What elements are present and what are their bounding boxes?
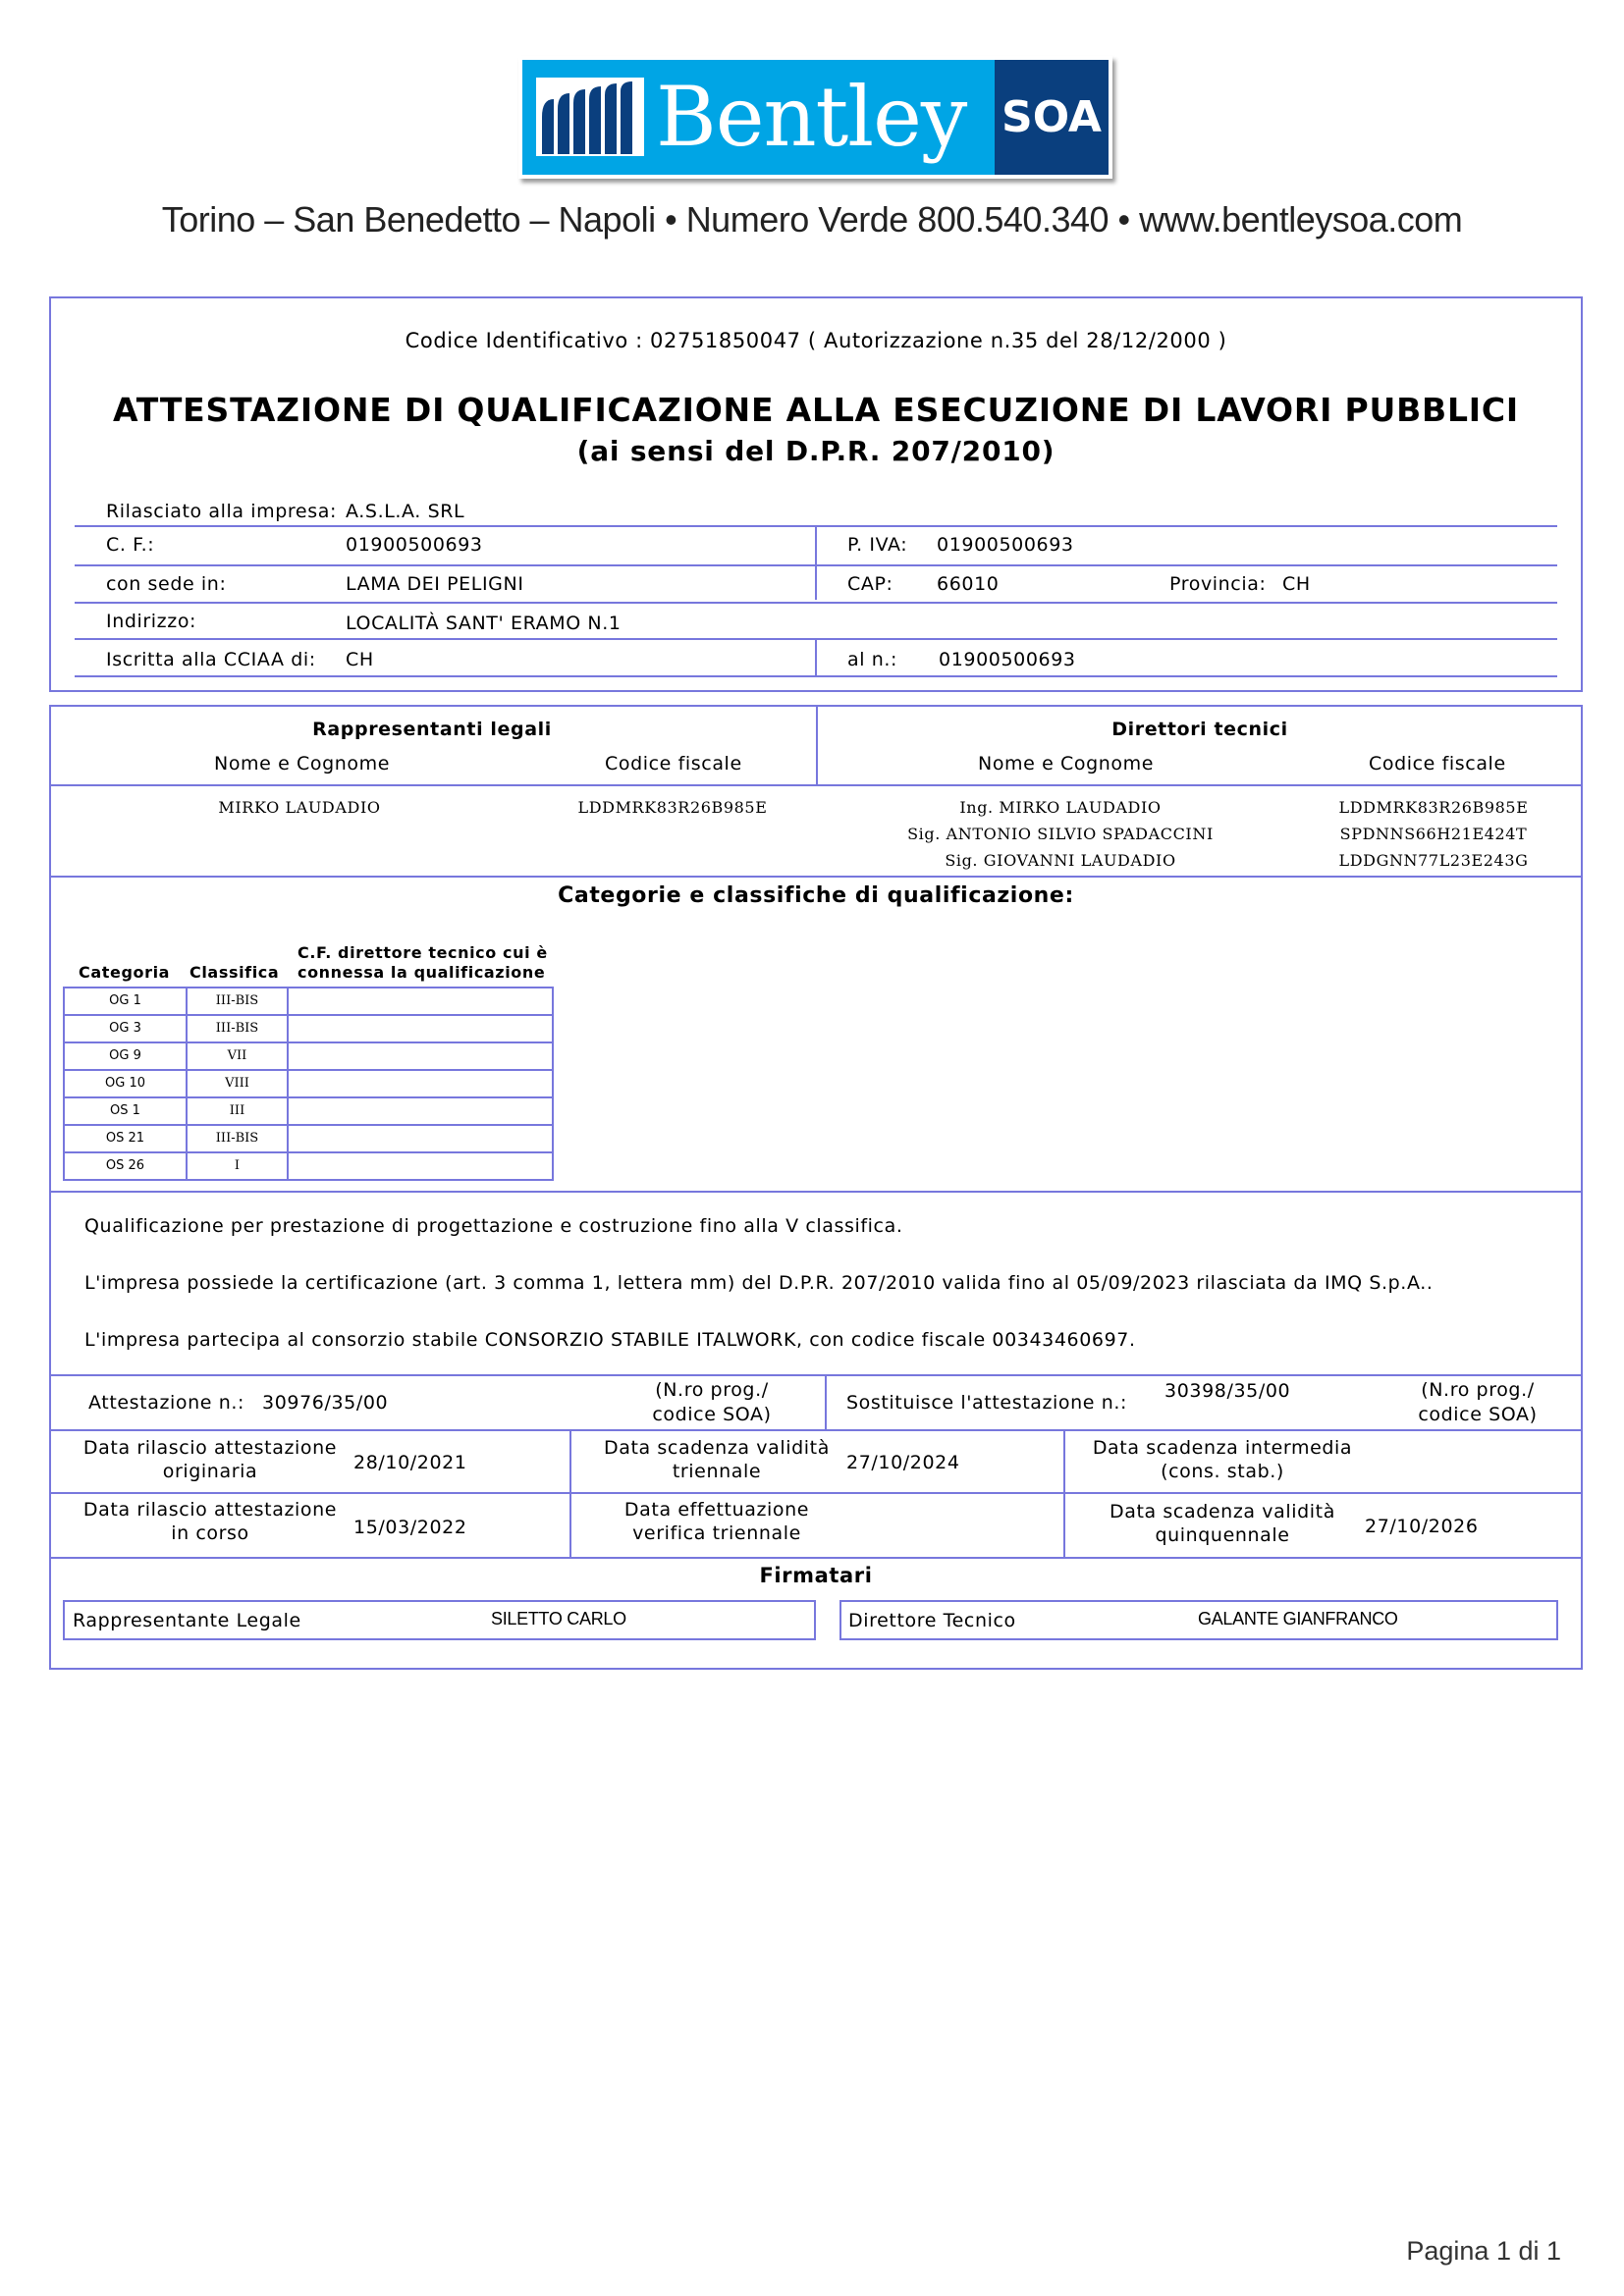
categories-heading: Categorie e classifiche di qualificazione: <box>558 883 1074 908</box>
page-number: Pagina 1 di 1 <box>1406 2236 1561 2266</box>
table-row <box>63 1071 554 1098</box>
provincia-label: Provincia: <box>1169 573 1267 595</box>
note-consortium: L'impresa partecipa al consorzio stabile CONSORZIO STABILE ITALWORK, con codice fiscale 00343460697. <box>84 1329 1136 1351</box>
category-cell: OG 1 <box>109 993 141 1008</box>
table-row <box>63 1126 554 1153</box>
release-orig-date: 28/10/2021 <box>353 1452 467 1473</box>
expiry-triennial-date: 27/10/2024 <box>846 1452 960 1473</box>
expiry-triennial-label: triennale <box>672 1461 762 1482</box>
address-label: Indirizzo: <box>106 611 197 632</box>
page-subtitle: (ai sensi del D.P.R. 207/2010) <box>576 435 1056 467</box>
col-header-cf-line2: connessa la qualificazione <box>298 963 546 982</box>
issued-label: Rilasciato alla impresa: <box>106 501 337 522</box>
logo-wordmark: Bentley <box>656 69 967 165</box>
tech-director-signature-label: Direttore Tecnico <box>848 1610 1016 1631</box>
address-value: LOCALITÀ SANT' ERAMO N.1 <box>346 613 622 634</box>
legal-rep-signature-label: Rappresentante Legale <box>73 1610 301 1631</box>
nprog-note: (N.ro prog./ <box>655 1379 769 1401</box>
note-design: Qualificazione per prestazione di progettazione e costruzione fino alla V classifica. <box>84 1215 903 1237</box>
release-orig-label: Data rilascio attestazione <box>82 1437 338 1459</box>
categories-table <box>63 987 554 1181</box>
release-current-date: 15/03/2022 <box>353 1517 467 1538</box>
class-cell: I <box>186 1153 287 1179</box>
table-row <box>63 1153 554 1181</box>
sede-value: LAMA DEI PELIGNI <box>346 573 524 595</box>
release-current-label: Data rilascio attestazione <box>82 1499 338 1521</box>
expiry-intermediate-label: (cons. stab.) <box>1161 1461 1284 1482</box>
col-header-category: Categoria <box>79 963 171 982</box>
cciaa-number-label: al n.: <box>847 649 898 670</box>
substitutes-label: Sostituisce l'attestazione n.: <box>846 1392 1128 1414</box>
cf-cell <box>287 1016 556 1041</box>
category-cell: OS 1 <box>110 1103 140 1118</box>
nprog-note: codice SOA) <box>652 1404 772 1425</box>
bentley-soa-logo <box>518 56 1112 179</box>
expiry-quinquennial-label: quinquennale <box>1155 1524 1290 1546</box>
expiry-triennial-label: Data scadenza validità <box>604 1437 830 1459</box>
category-cell: OS 21 <box>105 1131 145 1146</box>
cf-cell <box>287 988 556 1014</box>
tech-directors-heading: Direttori tecnici <box>1111 719 1288 740</box>
category-cell: OG 3 <box>109 1021 141 1036</box>
tech-col-name: Nome e Cognome <box>978 753 1155 774</box>
legal-col-cf: Codice fiscale <box>605 753 742 774</box>
col-header-cf-line1: C.F. direttore tecnico cui è <box>298 943 548 962</box>
category-cell: OG 10 <box>105 1076 145 1091</box>
class-cell: VIII <box>186 1071 287 1096</box>
substitutes-number: 30398/35/00 <box>1164 1380 1291 1402</box>
legal-rep-cf: LDDMRK83R26B985E <box>577 798 768 817</box>
tech-col-cf: Codice fiscale <box>1369 753 1506 774</box>
issued-value: A.S.L.A. SRL <box>346 501 465 522</box>
category-cell: OG 9 <box>109 1048 141 1063</box>
nprog-note: codice SOA) <box>1418 1404 1538 1425</box>
col-header-class: Classifica <box>189 963 280 982</box>
class-cell: VII <box>186 1043 287 1069</box>
table-row <box>63 1016 554 1043</box>
release-current-label: in corso <box>171 1522 249 1544</box>
cap-label: CAP: <box>847 573 893 595</box>
tech-director-signature-name: GALANTE GIANFRANCO <box>1198 1609 1398 1629</box>
expiry-quinquennial-label: Data scadenza validità <box>1110 1501 1335 1522</box>
sede-label: con sede in: <box>106 573 227 595</box>
legal-col-name: Nome e Cognome <box>214 753 391 774</box>
class-cell: III-BIS <box>186 1016 287 1041</box>
table-row <box>63 1098 554 1126</box>
note-certification: L'impresa possiede la certificazione (art. 3 comma 1, lettera mm) del D.P.R. 207/2010 valida fino al 05/09/2023 rilasciata da IMQ S.p.A.. <box>84 1272 1434 1294</box>
company-section <box>49 296 1583 692</box>
class-cell: III-BIS <box>186 988 287 1014</box>
expiry-quinquennial-date: 27/10/2026 <box>1365 1516 1479 1537</box>
verify-label: verifica triennale <box>632 1522 801 1544</box>
legal-reps-heading: Rappresentanti legali <box>312 719 552 740</box>
cciaa-label: Iscritta alla CCIAA di: <box>106 649 316 670</box>
attestation-number: 30976/35/00 <box>262 1392 389 1414</box>
signatories-heading: Firmatari <box>759 1564 873 1587</box>
tech-director-cf: SPDNNS66H21E424T <box>1339 825 1528 843</box>
tech-director-cf: LDDGNN77L23E243G <box>1338 851 1529 870</box>
legal-rep-signature-name: SILETTO CARLO <box>491 1609 626 1629</box>
logo-soa-badge: SOA <box>1001 92 1102 142</box>
expiry-intermediate-label: Data scadenza intermedia <box>1092 1437 1353 1459</box>
class-cell: III <box>186 1098 287 1124</box>
cciaa-number-value: 01900500693 <box>939 649 1076 670</box>
tech-director-name: Sig. ANTONIO SILVIO SPADACCINI <box>907 825 1214 843</box>
provincia-value: CH <box>1282 573 1311 595</box>
page-title: ATTESTAZIONE DI QUALIFICAZIONE ALLA ESECUZIONE DI LAVORI PUBBLICI <box>113 391 1519 429</box>
id-line: Codice Identificativo : 02751850047 ( Autorizzazione n.35 del 28/12/2000 ) <box>405 329 1227 352</box>
table-row <box>63 988 554 1016</box>
cf-cell <box>287 1153 556 1179</box>
cf-cell <box>287 1071 556 1096</box>
tech-director-name: Ing. MIRKO LAUDADIO <box>959 798 1162 817</box>
contact-line: Torino – San Benedetto – Napoli • Numero Verde 800.540.340 • www.bentleysoa.com <box>161 199 1463 240</box>
piva-value: 01900500693 <box>937 534 1074 556</box>
class-cell: III-BIS <box>186 1126 287 1151</box>
category-cell: OS 26 <box>105 1158 145 1173</box>
cf-cell <box>287 1098 556 1124</box>
cf-cell <box>287 1043 556 1069</box>
nprog-note: (N.ro prog./ <box>1421 1379 1535 1401</box>
bentley-arches-logo-mark <box>536 78 644 156</box>
cf-value: 01900500693 <box>346 534 483 556</box>
attestation-label: Attestazione n.: <box>88 1392 244 1414</box>
cciaa-value: CH <box>346 649 374 670</box>
tech-director-cf: LDDMRK83R26B985E <box>1338 798 1529 817</box>
legal-rep-name: MIRKO LAUDADIO <box>218 798 381 817</box>
cap-value: 66010 <box>937 573 1000 595</box>
cf-label: C. F.: <box>106 534 155 556</box>
table-row <box>63 1043 554 1071</box>
cf-cell <box>287 1126 556 1151</box>
release-orig-label: originaria <box>162 1461 258 1482</box>
piva-label: P. IVA: <box>847 534 908 556</box>
verify-label: Data effettuazione <box>623 1499 810 1521</box>
tech-director-name: Sig. GIOVANNI LAUDADIO <box>945 851 1176 870</box>
